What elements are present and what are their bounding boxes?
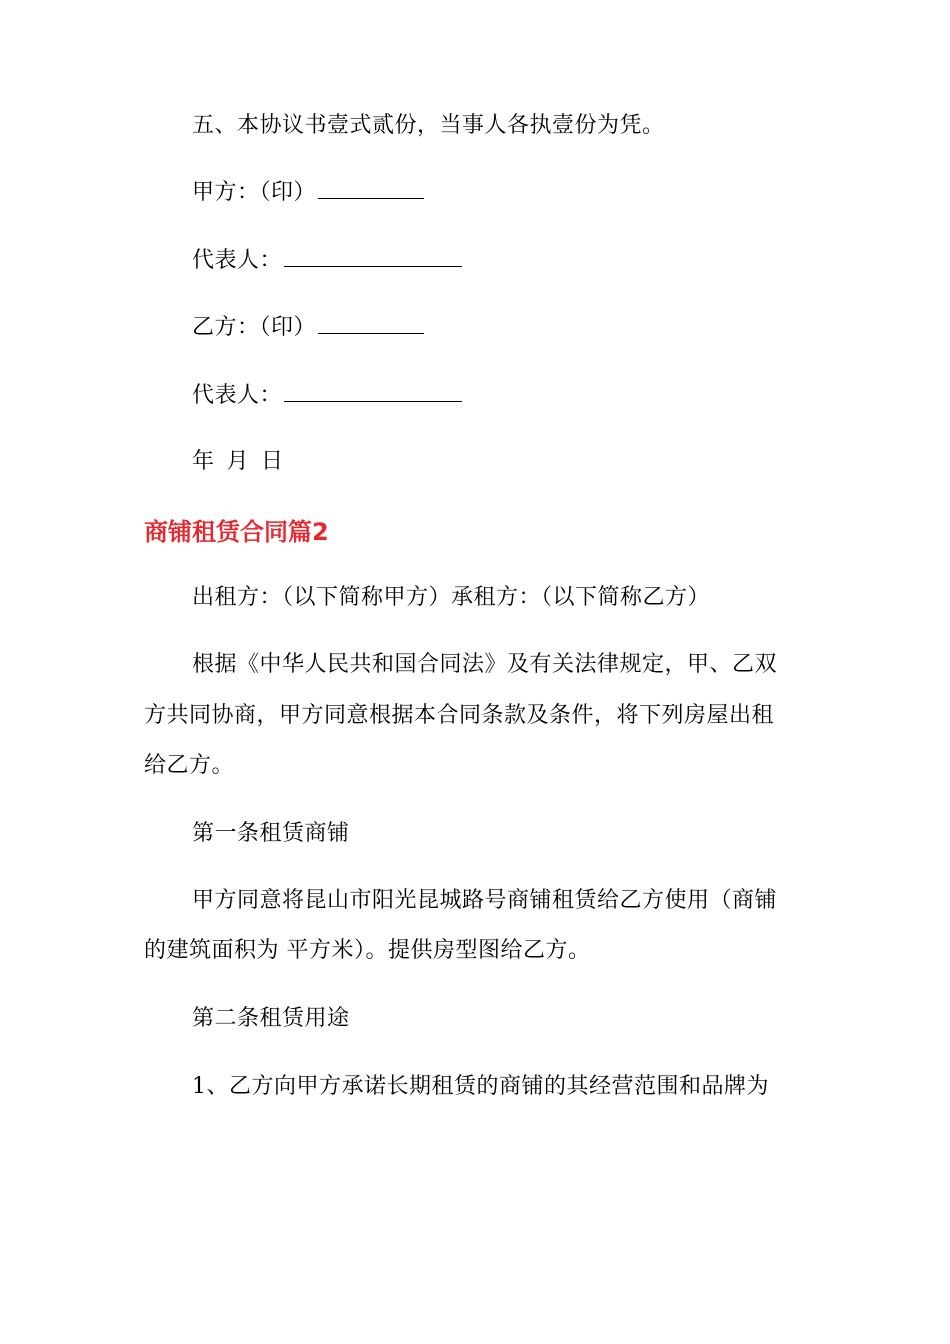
section-title: 商铺租赁合同篇: [144, 518, 312, 546]
party-a-blank: [318, 178, 424, 199]
date-day: 日: [261, 449, 284, 474]
party-a-label: 甲方：（印）: [192, 180, 317, 205]
article-two-item-1: 1、乙方向甲方承诺长期租赁的商铺的其经营范围和品牌为: [192, 1074, 769, 1099]
representative-b-label: 代表人：: [192, 383, 283, 408]
intro-line-2: 方共同协商，甲方同意根据本合同条款及条件，将下列房屋出租: [144, 703, 775, 728]
representative-a-line: [192, 246, 462, 275]
section-number: 2: [312, 518, 329, 546]
article-one-title: 第一条租赁商铺: [192, 821, 350, 846]
section-heading: [144, 516, 329, 548]
article-two-title: 第二条租赁用途: [192, 1006, 350, 1031]
date-year: 年: [192, 449, 215, 474]
date-month: 月: [226, 449, 250, 474]
clause-five: 五、本协议书壹式贰份，当事人各执壹份为凭。: [192, 113, 665, 138]
party-b-signature-line: [192, 313, 424, 342]
representative-a-label: 代表人：: [192, 248, 283, 273]
date-line: [192, 448, 284, 476]
party-b-blank: [318, 313, 424, 334]
party-b-label: 乙方：（印）: [192, 315, 317, 340]
parties-line: 出租方：（以下简称甲方）承租方：（以下简称乙方）: [192, 585, 711, 610]
intro-line-1: 根据《中华人民共和国合同法》及有关法律规定，甲、乙双: [192, 652, 778, 677]
representative-b-line: [192, 381, 462, 410]
article-one-line-2: 的建筑面积为 平方米）。提供房型图给乙方。: [144, 938, 591, 963]
article-one-line-1: 甲方同意将昆山市阳光昆城路号商铺租赁给乙方使用（商铺: [192, 888, 778, 913]
party-a-signature-line: [192, 178, 424, 207]
representative-b-blank: [284, 381, 462, 402]
representative-a-blank: [284, 246, 462, 267]
intro-line-3: 给乙方。: [144, 753, 235, 778]
